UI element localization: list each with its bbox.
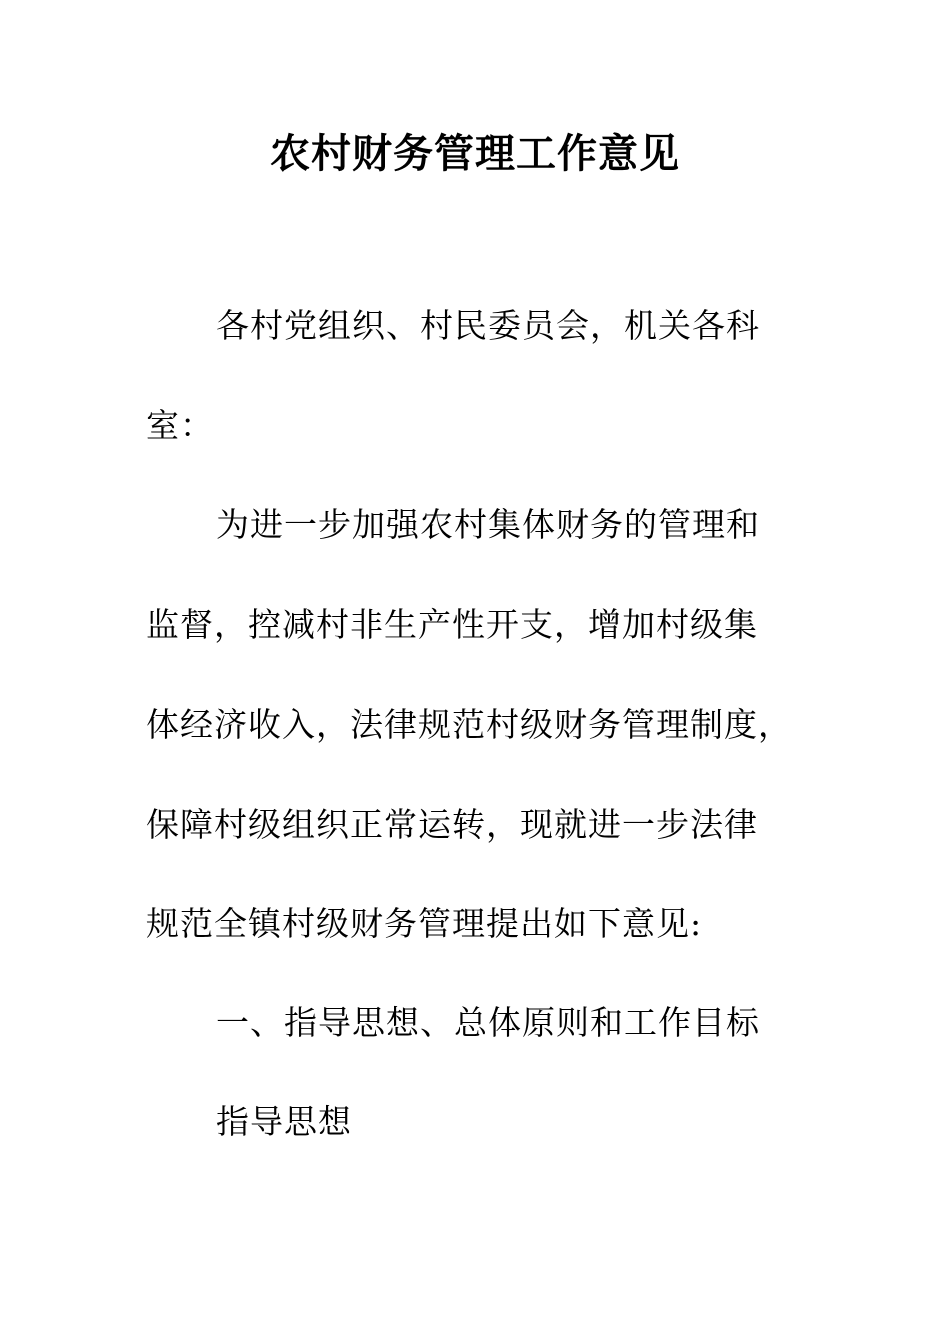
section-heading: 一、指导思想、总体原则和工作目标 bbox=[216, 1003, 760, 1042]
paragraph-line-3: 体经济收入，法律规范村级财务管理制度， bbox=[146, 705, 792, 744]
salutation-line-1: 各村党组织、村民委员会，机关各科 bbox=[216, 306, 760, 345]
paragraph-line-4: 保障村级组织正常运转，现就进一步法律 bbox=[146, 805, 758, 844]
salutation-line-2: 室： bbox=[146, 406, 214, 445]
paragraph-line-5: 规范全镇村级财务管理提出如下意见: bbox=[146, 904, 703, 943]
paragraph-line-2: 监督，控减村非生产性开支，增加村级集 bbox=[146, 605, 758, 644]
paragraph-line-1: 为进一步加强农村集体财务的管理和 bbox=[216, 505, 760, 544]
subsection-heading: 指导思想 bbox=[216, 1102, 352, 1141]
document-title: 农村财务管理工作意见 bbox=[270, 130, 680, 177]
